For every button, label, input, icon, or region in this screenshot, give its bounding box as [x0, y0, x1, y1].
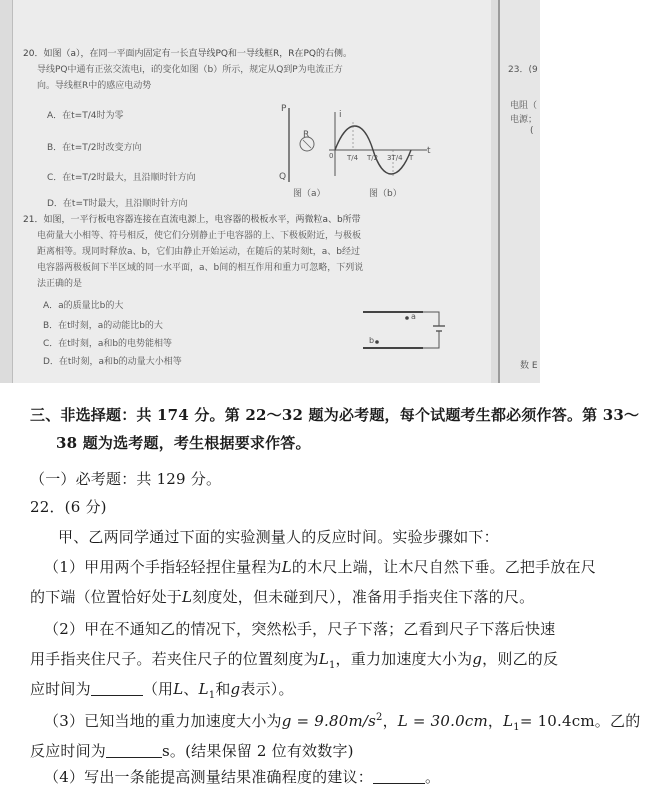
figure-a-caption: 图（a）: [293, 189, 326, 199]
sep-comma: ，: [487, 712, 504, 730]
q20-stem-line2: 导线PQ中通有正弦交流电i，i的变化如图（b）所示，规定从Q到P为电流正方: [37, 65, 343, 75]
tick-t-quarter: T/4: [347, 154, 359, 162]
sep-dun: 、: [183, 680, 199, 698]
label-q: Q: [279, 172, 287, 182]
q21-stem-line5: 法正确的是: [37, 279, 83, 289]
q22-step2-line2: [30, 648, 558, 671]
g-value: g = 9.80m/s: [281, 712, 377, 730]
q21-stem-line2: 电荷量大小相等、符号相反，使它们分别静止于电容器的上、下极板附近，与极板: [37, 231, 362, 241]
exam-sheet-left: [12, 0, 491, 383]
q22-number: 22．(6 分): [30, 498, 107, 516]
particle-b-label: b: [369, 336, 375, 345]
label-r: R: [303, 130, 310, 140]
capacitor-circuit-diagram: [353, 298, 453, 360]
tick-t-full: T: [409, 154, 414, 162]
q20-option-c: C．在t=T/2时最大，且沿顺时针方向: [47, 173, 196, 183]
axis-t-label: t: [427, 146, 431, 156]
var-l1: L: [318, 650, 329, 668]
step1-text-d: 刻度处，但未碰到尺），准备用手指夹住下落的尺。: [192, 588, 535, 606]
step2-text-g: 和: [215, 680, 231, 698]
exam-photo: [0, 0, 540, 383]
section-3-heading-line1: 三、非选择题：共 174 分。第 22～32 题为必考题，每个试题考生都必须作答。第 33～: [30, 406, 640, 424]
step2-text-e: 应时间为: [30, 680, 91, 698]
figure-b-sine-wave: [323, 110, 433, 180]
step2-text-b: 用手指夹住尺子。若夹住尺子的位置刻度为: [30, 650, 319, 668]
step3-text-b: 。乙的: [594, 712, 641, 730]
particle-a-label: a: [411, 312, 416, 321]
var-l: L: [281, 558, 292, 576]
step3-text-d: s。(结果保留 2 位有效数字): [162, 742, 354, 760]
side-bottom-text: 数 E: [520, 361, 538, 371]
step1-text-c: 的下端（位置恰好处于: [30, 588, 183, 606]
q20-stem-line1: 20．如图（a），在同一平面内固定有一长直导线PQ和一导线框R，R在PQ的右侧。: [23, 49, 352, 59]
l-value: L = 30.0cm: [397, 712, 488, 730]
question-22-section: [0, 388, 665, 784]
step4-text-a: （4）写出一条能提高测量结果准确程度的建议：: [44, 768, 373, 786]
tick-0: 0: [329, 152, 334, 160]
step1-text-a: （1）甲用两个手指轻轻捏住量程为: [44, 558, 282, 576]
q21-stem-line1: 21．如图，一平行板电容器连接在直流电源上，电容器的极板水平，两微粒a、b所带: [23, 215, 361, 225]
part-1-heading: （一）必考题：共 129 分。: [30, 470, 222, 488]
q21-option-b: B．在t时刻，a的动能比b的大: [43, 321, 163, 331]
var-l1: L: [198, 680, 209, 698]
q22-step3-line1: [44, 710, 640, 733]
step2-text-h: 表示）。: [240, 680, 294, 698]
q21-option-a: A．a的质量比b的大: [43, 301, 124, 311]
var-l1: L: [503, 712, 514, 730]
sub-1: 1: [208, 690, 216, 701]
var-l: L: [173, 680, 184, 698]
step4-text-b: 。: [424, 768, 441, 786]
var-g: g: [472, 650, 483, 668]
q22-step1-line2: [30, 586, 534, 607]
label-p: P: [281, 104, 287, 114]
q21-stem-line3: 距离相等。现同时释放a、b，它们由静止开始运动，在随后的某时刻t，a、b经过: [37, 247, 360, 257]
tick-t-half: T/2: [367, 154, 379, 162]
q22-step1-line1: [44, 556, 596, 577]
var-l: L: [182, 588, 193, 606]
answer-blank-2[interactable]: [106, 743, 162, 758]
answer-blank-1[interactable]: [91, 681, 143, 696]
q23-number: 23．(9: [508, 65, 538, 75]
step2-text-c: ，重力加速度大小为: [335, 650, 473, 668]
step2-text-f: （用: [142, 680, 174, 698]
step3-text-a: （3）已知当地的重力加速度大小为: [44, 712, 282, 730]
sup-2: 2: [376, 712, 383, 723]
figure-b-caption: 图（b）: [369, 189, 402, 199]
q20-option-b: B．在t=T/2时改变方向: [47, 143, 142, 153]
side-line-1: 电阻（: [510, 101, 538, 111]
sub-1: 1: [513, 722, 520, 733]
sep-comma: ，: [382, 712, 398, 730]
axis-i-label: i: [339, 110, 342, 120]
sub-1: 1: [328, 660, 336, 671]
answer-blank-3[interactable]: [373, 769, 425, 784]
q20-option-d: D．在t=T时最大，且沿顺时针方向: [47, 199, 188, 209]
step1-text-b: 的木尺上端，让木尺自然下垂。乙把手放在尺: [291, 558, 596, 576]
q22-step2-line3: [30, 678, 294, 701]
step2-text-d: ，则乙的反: [482, 650, 559, 668]
section-3-heading-line2: 38 题为选考题，考生根据要求作答。: [56, 434, 311, 452]
var-g: g: [230, 680, 241, 698]
q22-step2-line1: （2）甲在不通知乙的情况下，突然松手，尺子下落；乙看到尺子下落后快速: [44, 620, 556, 638]
q21-stem-line4: 电容器两极板间下半区域的同一水平面，a、b间的相互作用和重力可忽略，下列说: [37, 263, 364, 273]
q21-option-c: C．在t时刻，a和b的电势能相等: [43, 339, 173, 349]
side-line-2: 电源；: [510, 115, 538, 125]
tick-three-quarter: 3T/4: [387, 154, 403, 162]
q21-option-d: D．在t时刻，a和b的动量大小相等: [43, 357, 182, 367]
q20-option-a: A．在t=T/4时为零: [47, 111, 124, 121]
q20-stem-line3: 向。导线框R中的感应电动势: [37, 81, 152, 91]
step3-text-c: 反应时间为: [30, 742, 107, 760]
q22-step3-line2: [30, 740, 354, 761]
side-line-3: (: [530, 126, 534, 136]
q22-intro: 甲、乙两同学通过下面的实验测量人的反应时间。实验步骤如下：: [58, 528, 499, 546]
exam-sheet-right: [498, 0, 540, 383]
l1-value: = 10.4cm: [519, 712, 595, 730]
